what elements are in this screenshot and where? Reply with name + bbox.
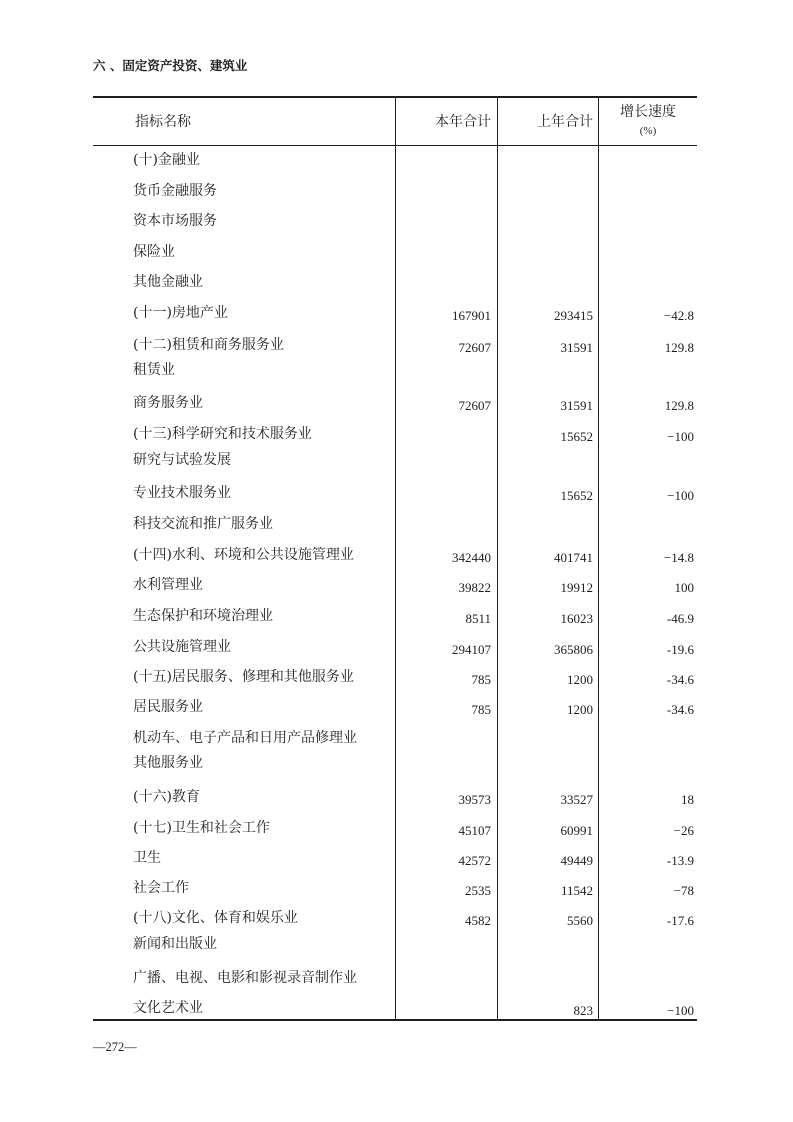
section-title: 六 、固定资产投资、建筑业 [93, 58, 248, 73]
previous-year-total: 16023 [560, 611, 593, 626]
previous-year-total: 823 [573, 1003, 593, 1018]
growth-rate: −100 [667, 429, 694, 444]
table-row [0, 607, 793, 625]
growth-rate: −100 [667, 1003, 694, 1018]
growth-rate: −100 [667, 488, 694, 503]
table-row [0, 273, 793, 291]
table-row [0, 182, 793, 200]
indicator-name: 卫生 [133, 850, 161, 866]
table-row [0, 999, 793, 1017]
current-year-total: 167901 [452, 308, 491, 323]
table-row [0, 698, 793, 716]
previous-year-total: 33527 [560, 792, 593, 807]
table-row [0, 819, 793, 837]
table-row [0, 849, 793, 867]
current-year-total: 72607 [458, 340, 491, 355]
header-indicator-name: 指标名称 [135, 114, 191, 130]
growth-rate: 129.8 [664, 340, 694, 355]
indicator-name: 货币金融服务 [133, 183, 217, 199]
indicator-name: 其他服务业 [133, 755, 203, 771]
current-year-total: 39822 [458, 580, 491, 595]
table-row [0, 879, 793, 897]
growth-rate: −78 [673, 883, 694, 898]
table-row [0, 394, 793, 412]
indicator-name: 机动车、电子产品和日用产品修理业 [133, 730, 357, 746]
table-row [0, 909, 793, 927]
indicator-name: (十三)科学研究和技术服务业 [133, 426, 312, 442]
header-previous-year-total: 上年合计 [537, 114, 593, 130]
current-year-total: 72607 [458, 398, 491, 413]
previous-year-total: 15652 [560, 488, 593, 503]
table-row [0, 969, 793, 987]
current-year-total: 4582 [465, 913, 491, 928]
table-row [0, 638, 793, 656]
table-row [0, 546, 793, 564]
indicator-name: 商务服务业 [133, 395, 203, 411]
indicator-name: 社会工作 [133, 880, 189, 896]
previous-year-total: 60991 [560, 823, 593, 838]
current-year-total: 39573 [458, 792, 491, 807]
current-year-total: 45107 [458, 823, 491, 838]
growth-rate: −14.8 [663, 550, 694, 565]
growth-rate: −42.8 [663, 308, 694, 323]
previous-year-total: 31591 [560, 398, 593, 413]
current-year-total: 8511 [465, 611, 491, 626]
table-row [0, 451, 793, 469]
previous-year-total: 19912 [560, 580, 593, 595]
previous-year-total: 49449 [560, 853, 593, 868]
indicator-name: (十)金融业 [133, 152, 200, 168]
previous-year-total: 365806 [554, 642, 593, 657]
table-row [0, 729, 793, 747]
previous-year-total: 11542 [560, 883, 593, 898]
growth-rate: 100 [674, 580, 694, 595]
growth-rate: -34.6 [666, 702, 694, 717]
indicator-name: 居民服务业 [133, 699, 203, 715]
indicator-name: 租赁业 [133, 362, 175, 378]
indicator-name: 科技交流和推广服务业 [133, 516, 273, 532]
table-row [0, 668, 793, 686]
previous-year-total: 401741 [554, 550, 593, 565]
current-year-total: 42572 [458, 853, 491, 868]
header-growth-rate: 增长速度 [620, 104, 676, 120]
indicator-name: 保险业 [133, 244, 175, 260]
indicator-name: 水利管理业 [133, 577, 203, 593]
indicator-name: (十八)文化、体育和娱乐业 [133, 910, 298, 926]
previous-year-total: 15652 [560, 429, 593, 444]
previous-year-total: 31591 [560, 340, 593, 355]
table-row [0, 336, 793, 354]
indicator-name: (十六)教育 [133, 789, 200, 805]
table-row [0, 425, 793, 443]
current-year-total: 342440 [452, 550, 491, 565]
indicator-name: (十二)租赁和商务服务业 [133, 337, 284, 353]
header-current-year-total: 本年合计 [435, 114, 491, 130]
indicator-name: 文化艺术业 [133, 1000, 203, 1016]
table-row [0, 935, 793, 953]
indicator-name: 生态保护和环境治理业 [133, 608, 273, 624]
growth-rate: 129.8 [664, 398, 694, 413]
header-growth-unit: (%) [639, 125, 657, 137]
previous-year-total: 5560 [567, 913, 593, 928]
indicator-name: 专业技术服务业 [133, 485, 231, 501]
indicator-name: (十四)水利、环境和公共设施管理业 [133, 547, 354, 563]
growth-rate: -34.6 [666, 672, 694, 687]
table-row [0, 212, 793, 230]
table-row [0, 754, 793, 772]
current-year-total: 2535 [465, 883, 491, 898]
indicator-name: (十七)卫生和社会工作 [133, 820, 270, 836]
growth-rate: -17.6 [666, 913, 694, 928]
indicator-name: 公共设施管理业 [133, 639, 231, 655]
table-row [0, 515, 793, 533]
current-year-total: 294107 [452, 642, 491, 657]
previous-year-total: 293415 [554, 308, 593, 323]
table-row [0, 576, 793, 594]
growth-rate: -46.9 [666, 611, 694, 626]
indicator-name: (十一)房地产业 [133, 305, 228, 321]
current-year-total: 785 [471, 672, 491, 687]
growth-rate: -13.9 [666, 853, 694, 868]
table-row [0, 304, 793, 322]
table-row [0, 788, 793, 806]
growth-rate: −26 [673, 823, 694, 838]
table-row [0, 151, 793, 169]
previous-year-total: 1200 [567, 672, 593, 687]
table-row [0, 361, 793, 379]
table-row [0, 243, 793, 261]
indicator-name: 研究与试验发展 [133, 452, 231, 468]
indicator-name: 其他金融业 [133, 274, 203, 290]
growth-rate: -19.6 [666, 642, 694, 657]
previous-year-total: 1200 [567, 702, 593, 717]
table-row [0, 484, 793, 502]
indicator-name: 广播、电视、电影和影视录音制作业 [133, 970, 357, 986]
growth-rate: 18 [681, 792, 694, 807]
indicator-name: (十五)居民服务、修理和其他服务业 [133, 669, 354, 685]
page-number: —272— [93, 1040, 137, 1054]
indicator-name: 资本市场服务 [133, 213, 217, 229]
indicator-name: 新闻和出版业 [133, 936, 217, 952]
current-year-total: 785 [471, 702, 491, 717]
